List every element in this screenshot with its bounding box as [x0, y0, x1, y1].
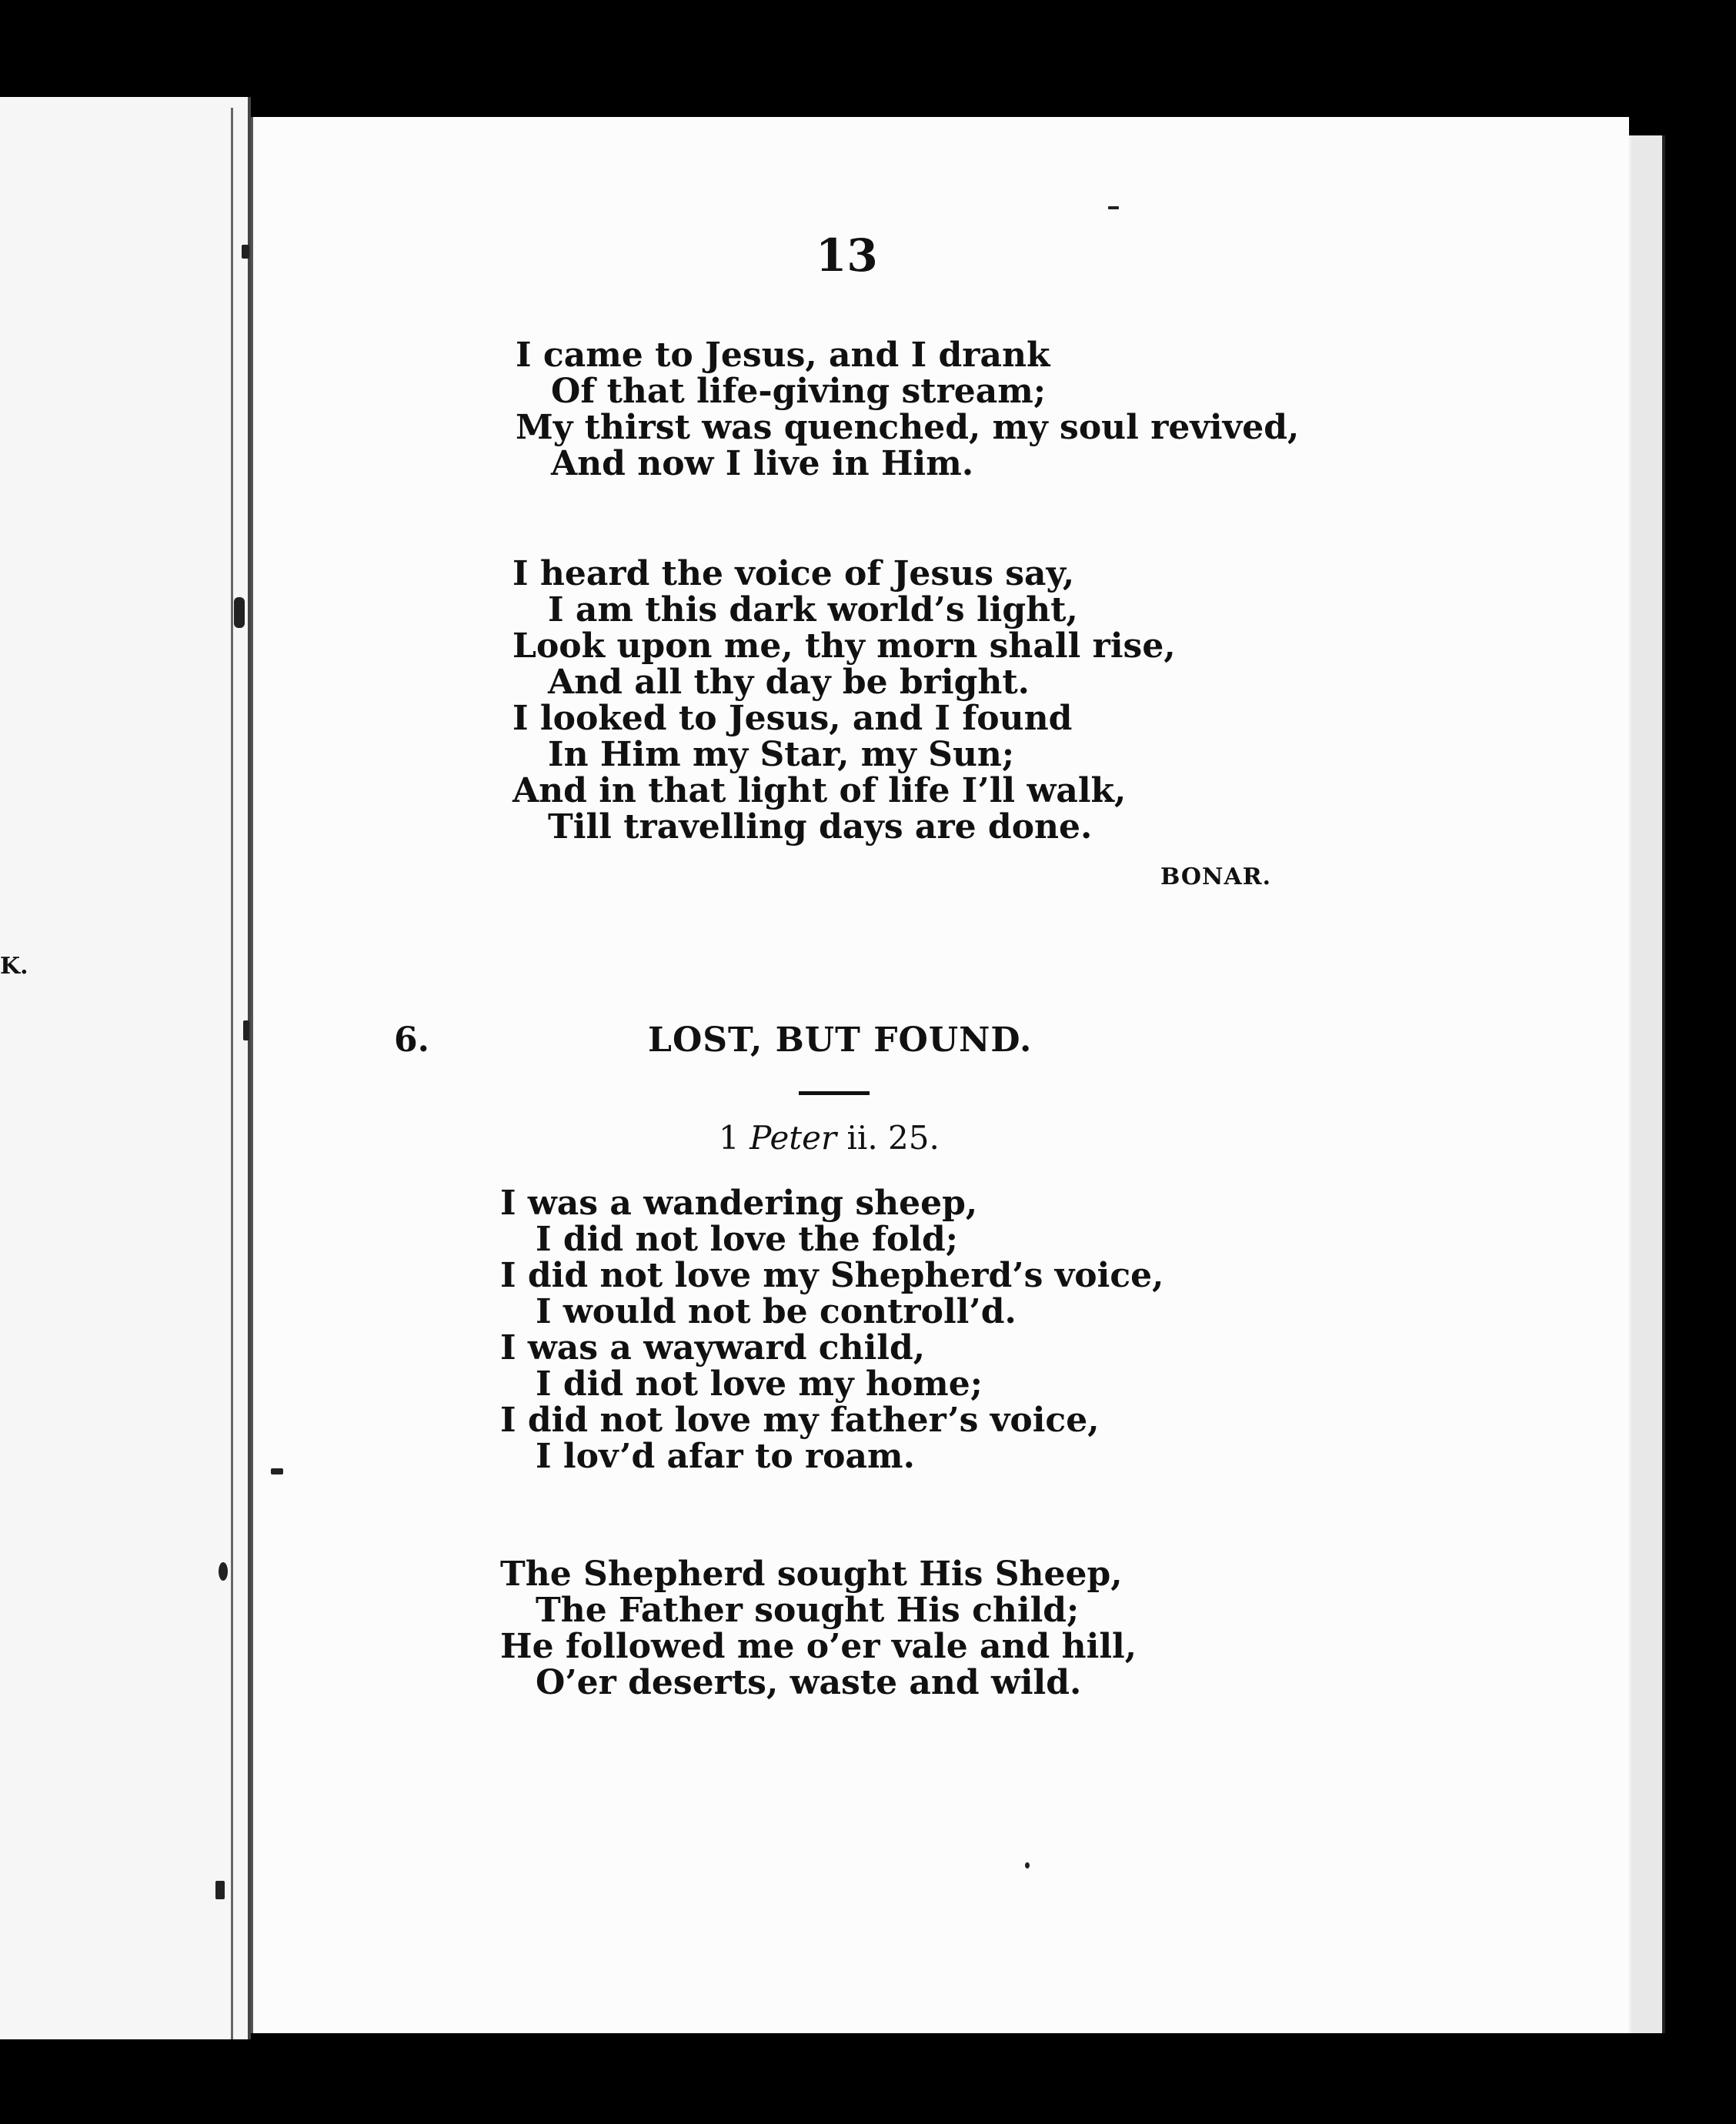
verse-line: Look upon me, thy morn shall rise,: [512, 626, 1176, 666]
scripture-prefix: 1: [719, 1119, 750, 1157]
verse-line: I lov’d afar to roam.: [536, 1437, 915, 1476]
verse-line: In Him my Star, my Sun;: [548, 735, 1015, 774]
verse-line: He followed me o’er vale and hill,: [500, 1627, 1137, 1666]
verse-line: I did not love my home;: [536, 1364, 983, 1404]
verse-line: I did not love the fold;: [536, 1220, 959, 1259]
author-attribution: BONAR.: [1160, 863, 1272, 890]
verse-line: Till travelling days are done.: [548, 807, 1093, 847]
book-cover-edge: [1631, 135, 1665, 2033]
verse-line: I heard the voice of Jesus say,: [512, 554, 1075, 593]
scripture-book: Peter: [749, 1119, 837, 1157]
verse-line: My thirst was quenched, my soul revived,: [516, 408, 1300, 447]
verse-line: And all thy day be bright.: [548, 663, 1030, 702]
verse-line: I did not love my father’s voice,: [500, 1401, 1100, 1440]
verse-line: I came to Jesus, and I drank: [516, 336, 1050, 375]
verse-line: The Shepherd sought His Sheep,: [500, 1555, 1123, 1594]
verse-line: And now I live in Him.: [551, 444, 974, 483]
stanza: [500, 1556, 1137, 1701]
scripture-chapter-verse: ii. 25.: [836, 1119, 940, 1157]
stanza: [516, 337, 1299, 482]
facing-page-text-fragment: K.: [0, 953, 28, 980]
title-rule: [799, 1091, 870, 1095]
verse-line: I am this dark world’s light,: [548, 590, 1078, 630]
page-gutter: [231, 108, 233, 2039]
hymn-title: LOST, BUT FOUND.: [648, 1020, 1033, 1060]
binding-mark: [271, 1468, 283, 1474]
verse-line: I would not be controll’d.: [536, 1292, 1017, 1331]
binding-mark: [234, 597, 245, 628]
verse-line: I did not love my Shepherd’s voice,: [500, 1256, 1164, 1295]
scripture-reference: [719, 1119, 940, 1157]
hymn-number: 6.: [394, 1020, 429, 1060]
stanza: [500, 1185, 1163, 1474]
binding-mark: [243, 1020, 249, 1040]
verse-line: I was a wandering sheep,: [500, 1184, 978, 1223]
verse-line: The Father sought His child;: [536, 1591, 1080, 1630]
verse-line: I was a wayward child,: [500, 1328, 926, 1368]
verse-line: I looked to Jesus, and I found: [512, 699, 1073, 738]
page-speck: [1108, 206, 1119, 209]
verse-line: O’er deserts, waste and wild.: [536, 1663, 1082, 1702]
verse-line: And in that light of life I’ll walk,: [512, 771, 1127, 810]
binding-mark: [242, 245, 249, 259]
stanza: [512, 556, 1176, 845]
page-speck: [1025, 1862, 1030, 1869]
page-number: 13: [816, 229, 878, 282]
facing-page-edge: [0, 97, 251, 2039]
binding-mark: [219, 1562, 228, 1581]
binding-mark: [215, 1881, 225, 1899]
verse-line: Of that life-giving stream;: [551, 372, 1047, 411]
